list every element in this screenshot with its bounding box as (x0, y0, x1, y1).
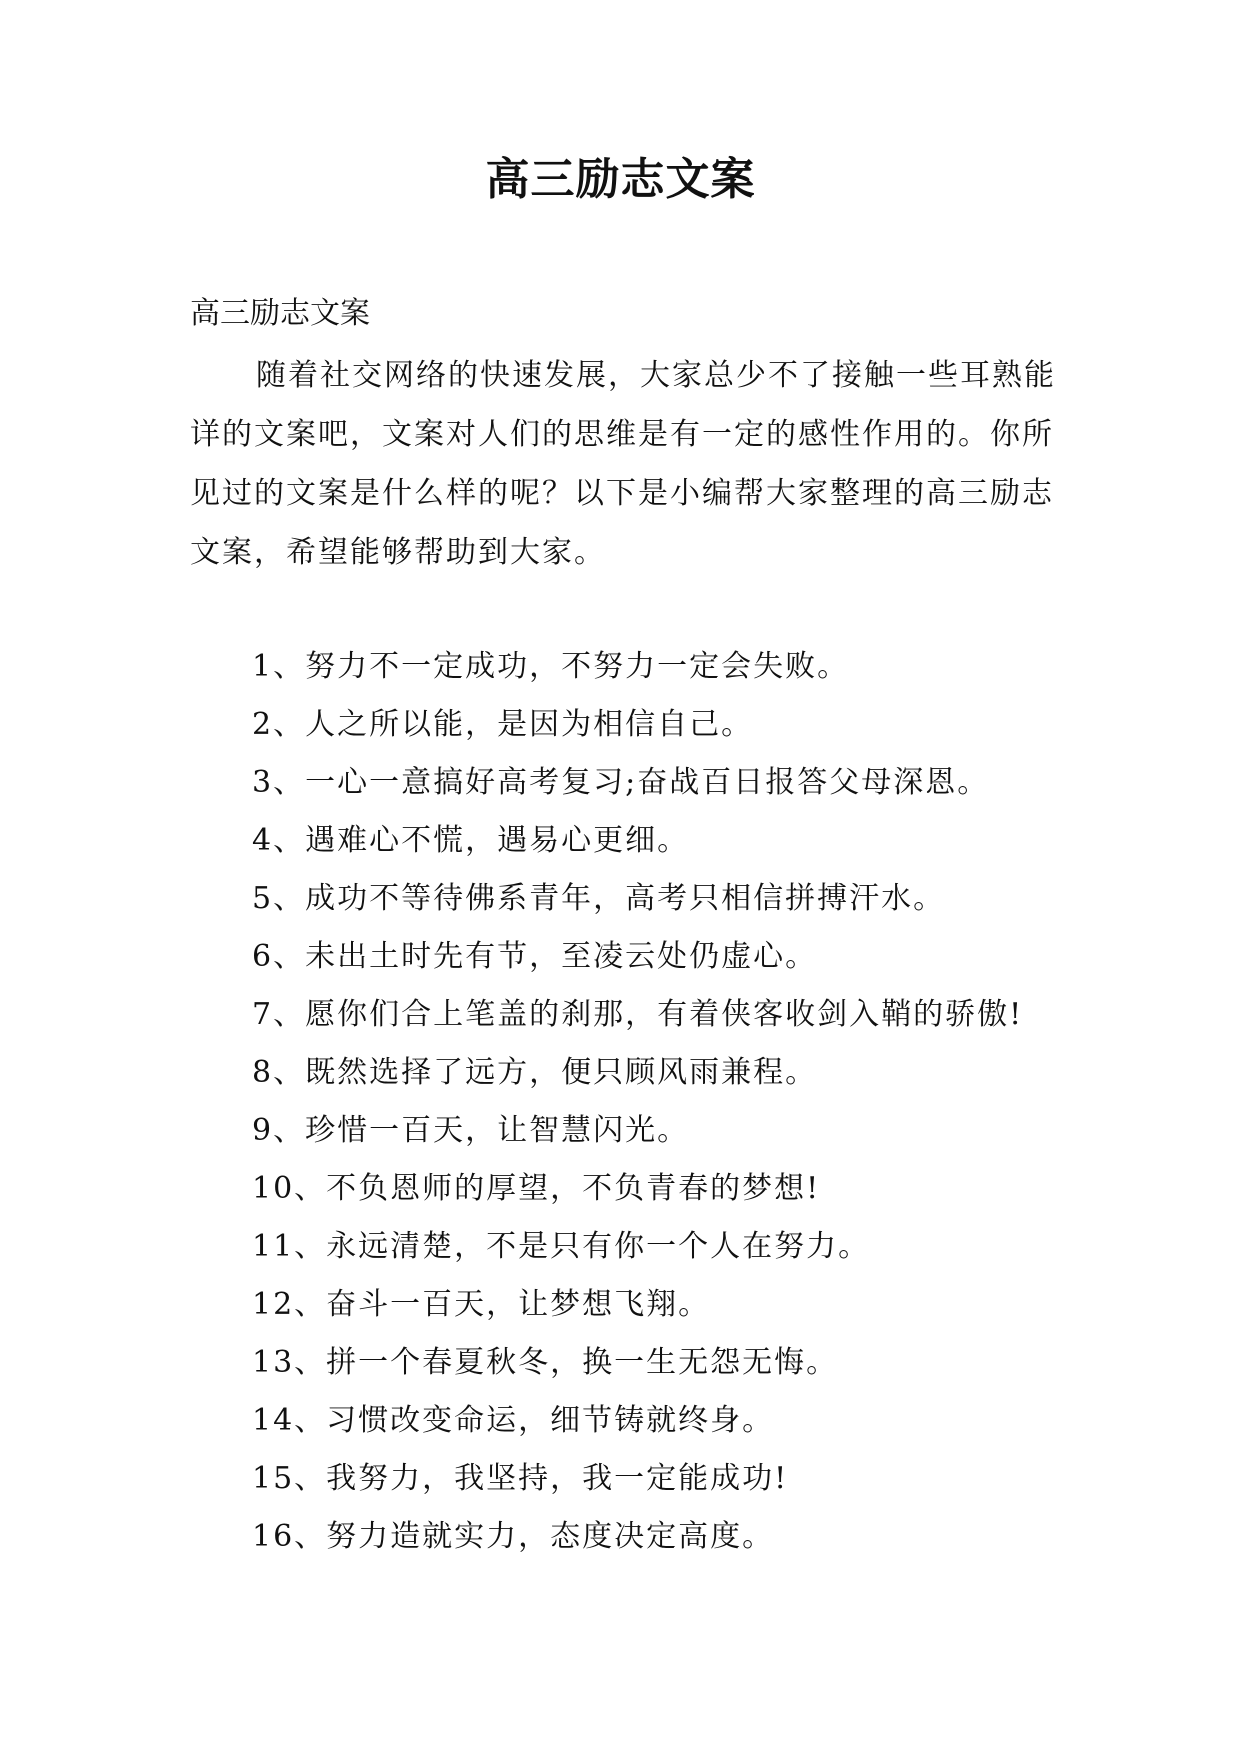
list-item: 14、习惯改变命运，细节铸就终身。 (252, 1403, 775, 1438)
list-item: 1、努力不一定成功，不努力一定会失败。 (252, 649, 850, 684)
section-heading: 高三励志文案 (190, 296, 370, 331)
list-item: 15、我努力，我坚持，我一定能成功! (252, 1461, 789, 1496)
intro-paragraph: 随着社交网络的快速发展，大家总少不了接触一些耳熟能详的文案吧，文案对人们的思维是有一定的感性作用的。你所见过的文案是什么样的呢？以下是小编帮大家整理的高三励志文案，希望能够帮助到大家。 (190, 358, 1056, 570)
list-item: 3、一心一意搞好高考复习;奋战百日报答父母深恩。 (252, 765, 990, 800)
list-item: 6、未出土时先有节，至凌云处仍虚心。 (252, 939, 818, 974)
list-item: 13、拼一个春夏秋冬，换一生无怨无悔。 (252, 1345, 839, 1380)
quote-list (252, 638, 1112, 1566)
list-item: 12、奋斗一百天，让梦想飞翔。 (252, 1287, 711, 1322)
list-item: 5、成功不等待佛系青年，高考只相信拼搏汗水。 (252, 881, 946, 916)
list-item: 7、愿你们合上笔盖的刹那，有着侠客收剑入鞘的骄傲! (252, 997, 1024, 1032)
list-item: 10、不负恩师的厚望，不负青春的梦想! (252, 1171, 821, 1206)
list-item: 11、永远清楚，不是只有你一个人在努力。 (252, 1229, 871, 1264)
list-item: 2、人之所以能，是因为相信自己。 (252, 707, 754, 742)
list-item: 8、既然选择了远方，便只顾风雨兼程。 (252, 1055, 818, 1090)
list-item: 9、珍惜一百天，让智慧闪光。 (252, 1113, 690, 1148)
list-item: 4、遇难心不慌，遇易心更细。 (252, 823, 690, 858)
page-title: 高三励志文案 (485, 154, 756, 205)
list-item: 16、努力造就实力，态度决定高度。 (252, 1519, 775, 1554)
